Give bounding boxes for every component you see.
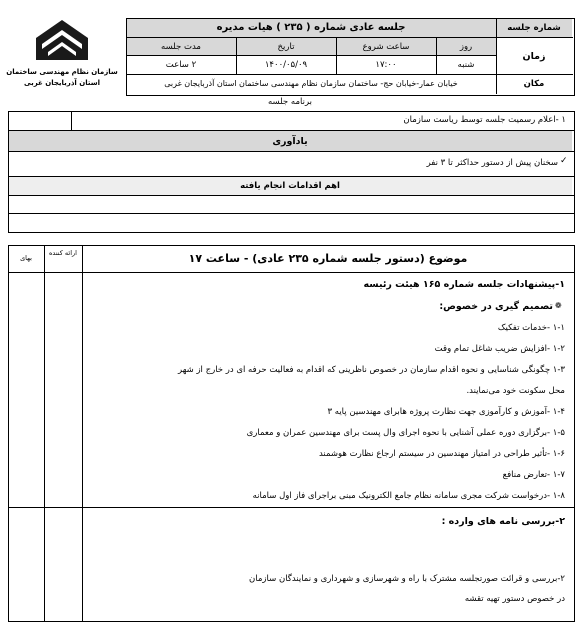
organization-logo-icon (34, 18, 90, 62)
item-1-5: ۱-۵ -برگزاری دوره عملی آشنایی با نحوه اجرای وال پست برای مهندسین عمران و معماری (246, 428, 565, 438)
duration-label: مدت جلسه (161, 42, 201, 52)
place-value: خیابان عمار-خیابان حج- ساختمان سازمان نظام مهندسی ساختمان استان آذربایجان غربی (164, 79, 458, 88)
presenter-column-header: ارائه کننده (49, 249, 77, 257)
item-1-3: ۱-۳ چگونگی شناسایی و نحوه اقدام سازمان در خصوص ناظرینی که اقدام به فعالیت حرفه ای در خارج از شهر (178, 365, 565, 375)
item-1-3-cont: محل سکونت خود می‌نمایند. (466, 386, 565, 396)
actions-label: اهم اقدامات انجام یافته (240, 181, 340, 191)
org-name-line2: استان آذربایجان غربی (23, 79, 101, 87)
reminder-item: سخنان پیش از دستور حداکثر تا ۳ نفر (426, 158, 558, 168)
session-title: جلسه عادی شماره ( ۲۳۵ ) هیات مدیره (216, 22, 406, 33)
item-1-6: ۱-۶ -تأثیر طراحی در امتیاز مهندسین در سیستم ارجاع نظارت هوشمند (318, 449, 565, 459)
program-label: برنامه جلسه (267, 97, 313, 107)
day-label: روز (459, 42, 473, 52)
item-1-4: ۱-۴ -آموزش و کارآموزی جهت نظارت پروژه هابرای مهندسین پایه ۳ (327, 407, 565, 417)
section1-title: ۱-پیشنهادات جلسه شماره ۱۶۵ هیئت رئیسه (363, 279, 565, 290)
reminder-label: یادآوری (272, 136, 308, 147)
section2-item-line1: ۲-بررسی و قرائت صورتجلسه مشترک با راه و شهرسازی و شهرداری و نمایندگان سازمان (249, 574, 565, 584)
org-name-line1: سازمان نظام مهندسی ساختمان (6, 68, 118, 76)
day-value: شنبه (457, 60, 475, 70)
section2-item-line2: در خصوص دستور تهیه تقشه (464, 594, 565, 604)
item-1-7: ۱-۷ -تعارض منافع (502, 470, 565, 480)
item-1-2: ۱-۲ -افزایش ضریب شاغل تمام وقت (434, 344, 565, 354)
start-time-label: ساعت شروع (362, 42, 410, 52)
bullet-icon: ❁ (555, 301, 562, 310)
check-icon: ✓ (560, 156, 568, 166)
note-column-header: بهای (20, 254, 32, 262)
place-label: مکان (523, 79, 545, 89)
decision-label: تصمیم گیری در خصوص: (439, 301, 553, 312)
agenda-item-1: ۱ -اعلام رسمیت جلسه توسط ریاست سازمان (403, 115, 566, 125)
item-1-8: ۱-۸ -درخواست شرکت مجری سامانه نظام جامع الکترونیک مبنی براجرای فاز اول سامانه (252, 491, 565, 501)
section2-title: ۲-بررسی نامه های وارده : (441, 516, 565, 527)
session-number-label: شماره جلسه (507, 23, 561, 33)
duration-value: ۲ ساعت (165, 60, 197, 70)
time-label: زمان (522, 51, 546, 62)
date-label: تاریخ (277, 42, 295, 52)
subject-column-header: موضوع (دستور جلسه شماره ۲۳۵ عادی) - ساعت ۱۷ (188, 252, 468, 265)
date-value: ۱۴۰۰/۰۵/۰۹ (264, 60, 308, 70)
start-time-value: ۱۷:۰۰ (375, 60, 397, 70)
item-1-1: ۱-۱ -خدمات تفکیک (497, 323, 565, 333)
